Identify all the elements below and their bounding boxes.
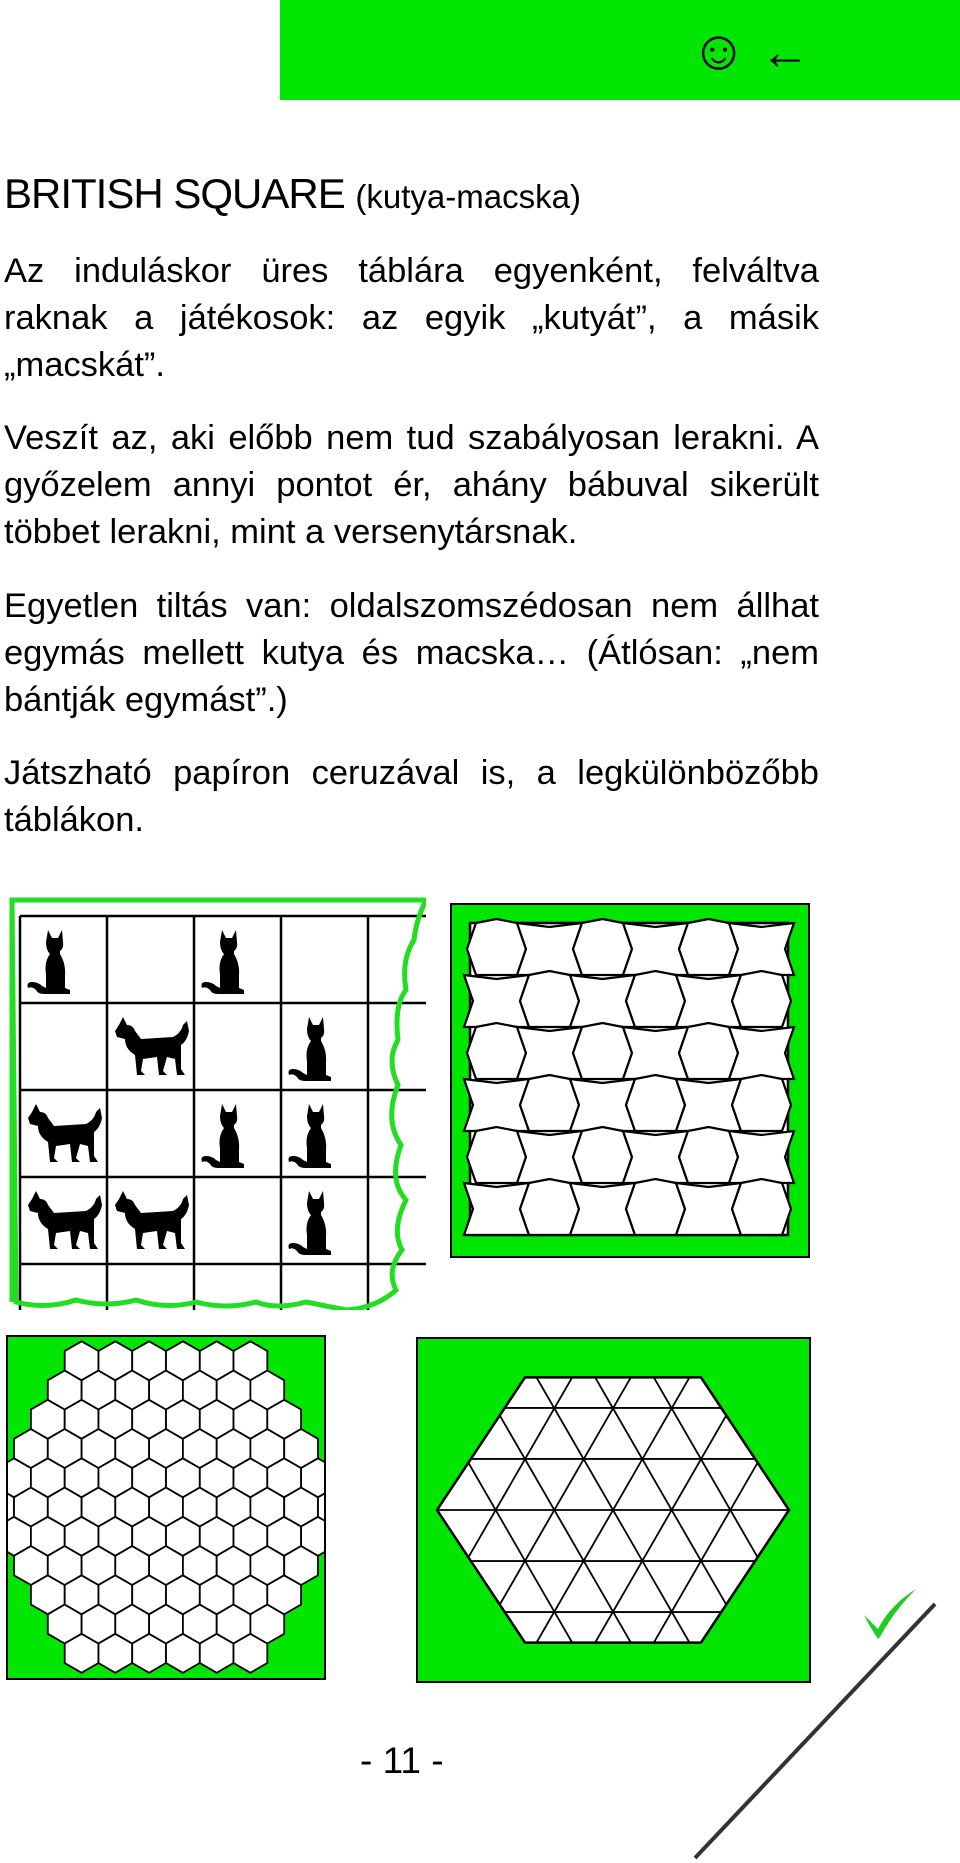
pentagon-cell [520, 1179, 579, 1235]
title-subtitle: (kutya-macska) [355, 178, 581, 215]
paragraph-variants: Játszható papíron ceruzával is, a legkülönbözőbb táblákon. [4, 754, 819, 839]
pentagon-cell [626, 1179, 685, 1235]
hexagonal-board-svg [8, 1337, 324, 1678]
pentagon-cell [679, 1023, 738, 1079]
pentagon-cell [732, 1179, 791, 1235]
paragraph-rule: Egyetlen tiltás van: oldalszomszédosan nem állhat egymás mellett kutya és macska… (Átlósan: „nem bántják egymást”.) [4, 587, 819, 719]
header-bar [280, 0, 960, 100]
hex-board-figure [6, 1335, 326, 1680]
pentagon-cell [729, 1131, 794, 1183]
pentagon-board-figure [450, 903, 810, 1258]
pentagon-cell [626, 971, 685, 1027]
pentagon-cell [573, 1023, 632, 1079]
pentagon-cell [732, 971, 791, 1027]
pentagon-cell [626, 1075, 685, 1131]
pentagon-cell [467, 1127, 526, 1183]
square-board-figure [6, 890, 426, 1310]
page-number: - 11 - [360, 1740, 444, 1781]
page-title [4, 170, 581, 218]
pentagon-cell [467, 1023, 526, 1079]
pentagon-cell [729, 1027, 794, 1079]
pentagon-cell [729, 923, 794, 975]
pentagon-cell [679, 1127, 738, 1183]
paragraph-intro: Az induláskor üres táblára egyenként, felváltva raknak a játékosok: az egyik „kutyát”, a másik „macskát”. [4, 252, 819, 384]
pentagon-cell [679, 919, 738, 975]
diagonal-line-decoration [690, 1600, 940, 1863]
pentagon-cell [573, 919, 632, 975]
pentagon-tiling-svg [452, 905, 808, 1256]
smiley-face-icon[interactable]: ☺ [690, 18, 748, 81]
pentagon-cell [520, 971, 579, 1027]
back-arrow-icon[interactable]: ← [760, 24, 810, 80]
pentagon-cell [520, 1075, 579, 1131]
title-main: BRITISH SQUARE [4, 170, 345, 217]
pentagon-cell [732, 1075, 791, 1131]
paragraph-scoring: Veszít az, aki előbb nem tud szabályosan lerakni. A győzelem annyi pontot ér, ahány bábuval sikerült többet lerakni, mint a versenytársnak. [4, 419, 819, 551]
pentagon-cell [573, 1127, 632, 1183]
pentagon-cell [467, 919, 526, 975]
